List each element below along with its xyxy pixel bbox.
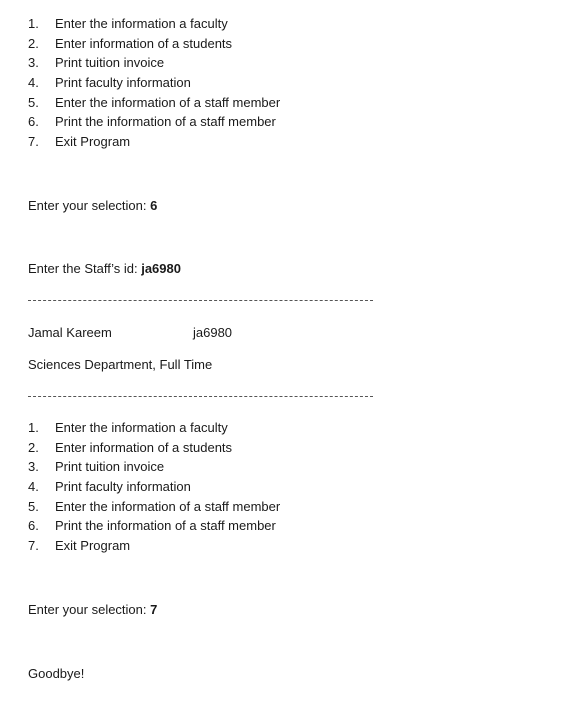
menu-item <box>28 132 280 152</box>
menu-item-number: 1. <box>28 16 39 31</box>
menu-item-label: Print the information of a staff member <box>55 114 276 130</box>
staff-id: ja6980 <box>193 325 233 340</box>
menu-item-number: 3. <box>28 55 39 71</box>
menu-item-label: Enter the information a faculty <box>55 16 228 31</box>
menu-item-label: Print faculty information <box>55 479 191 495</box>
menu-item-label: Enter the information of a staff member <box>55 498 281 514</box>
menu-item <box>28 73 280 93</box>
menu-item-label: Print tuition invoice <box>55 55 165 71</box>
menu-item <box>28 457 280 477</box>
menu-item-number: 5. <box>28 498 39 514</box>
staff-id-prompt-label: Enter the Staff’s id: <box>28 261 142 276</box>
menu-list <box>28 418 280 556</box>
staff-department: Sciences Department, Full Time <box>28 357 213 372</box>
menu-item <box>28 536 280 556</box>
menu-item-label: Enter the information of a staff member <box>55 94 281 110</box>
selection-prompt-label: Enter your selection: <box>28 198 151 213</box>
menu-item-label: Exit Program <box>55 538 131 554</box>
menu-item <box>28 53 280 73</box>
menu-item-number: 6. <box>28 518 39 534</box>
menu-item <box>28 516 280 536</box>
menu-item-number: 6. <box>28 114 39 130</box>
menu-item-label: Exit Program <box>55 134 131 150</box>
menu-item-number: 5. <box>28 94 39 110</box>
menu-item-label: Enter information of a students <box>55 35 233 51</box>
menu-item-number: 2. <box>28 35 39 51</box>
menu-item-number: 7. <box>28 538 39 554</box>
separator-line <box>28 300 373 301</box>
selection-value: 7 <box>150 602 158 617</box>
menu-item <box>28 112 280 132</box>
menu-item-label: Enter information of a students <box>55 439 233 455</box>
menu-item-number: 4. <box>28 75 39 91</box>
menu-item <box>28 93 280 113</box>
menu-item-number: 4. <box>28 479 39 495</box>
menu-item <box>28 497 280 517</box>
menu-item-number: 7. <box>28 134 39 150</box>
menu-item <box>28 438 280 458</box>
menu-item-label: Enter the information a faculty <box>55 420 228 435</box>
menu-item <box>28 34 280 54</box>
menu-item-number: 2. <box>28 439 39 455</box>
separator-line <box>28 396 373 397</box>
menu-item-label: Print faculty information <box>55 75 191 91</box>
selection-prompt <box>28 196 157 216</box>
menu-item <box>28 477 280 497</box>
staff-name: Jamal Kareem <box>28 325 112 340</box>
menu-list <box>28 14 280 152</box>
menu-item-number: 3. <box>28 459 39 475</box>
goodbye-message: Goodbye! <box>28 666 85 681</box>
staff-id-value: ja6980 <box>141 261 181 276</box>
menu-item <box>28 418 280 438</box>
menu-item-label: Print tuition invoice <box>55 459 165 475</box>
menu-item <box>28 14 280 34</box>
selection-prompt-label: Enter your selection: <box>28 602 151 617</box>
selection-value: 6 <box>150 198 158 213</box>
menu-item-label: Print the information of a staff member <box>55 518 276 534</box>
staff-id-prompt <box>28 259 181 279</box>
selection-prompt <box>28 600 157 620</box>
menu-item-number: 1. <box>28 420 39 435</box>
